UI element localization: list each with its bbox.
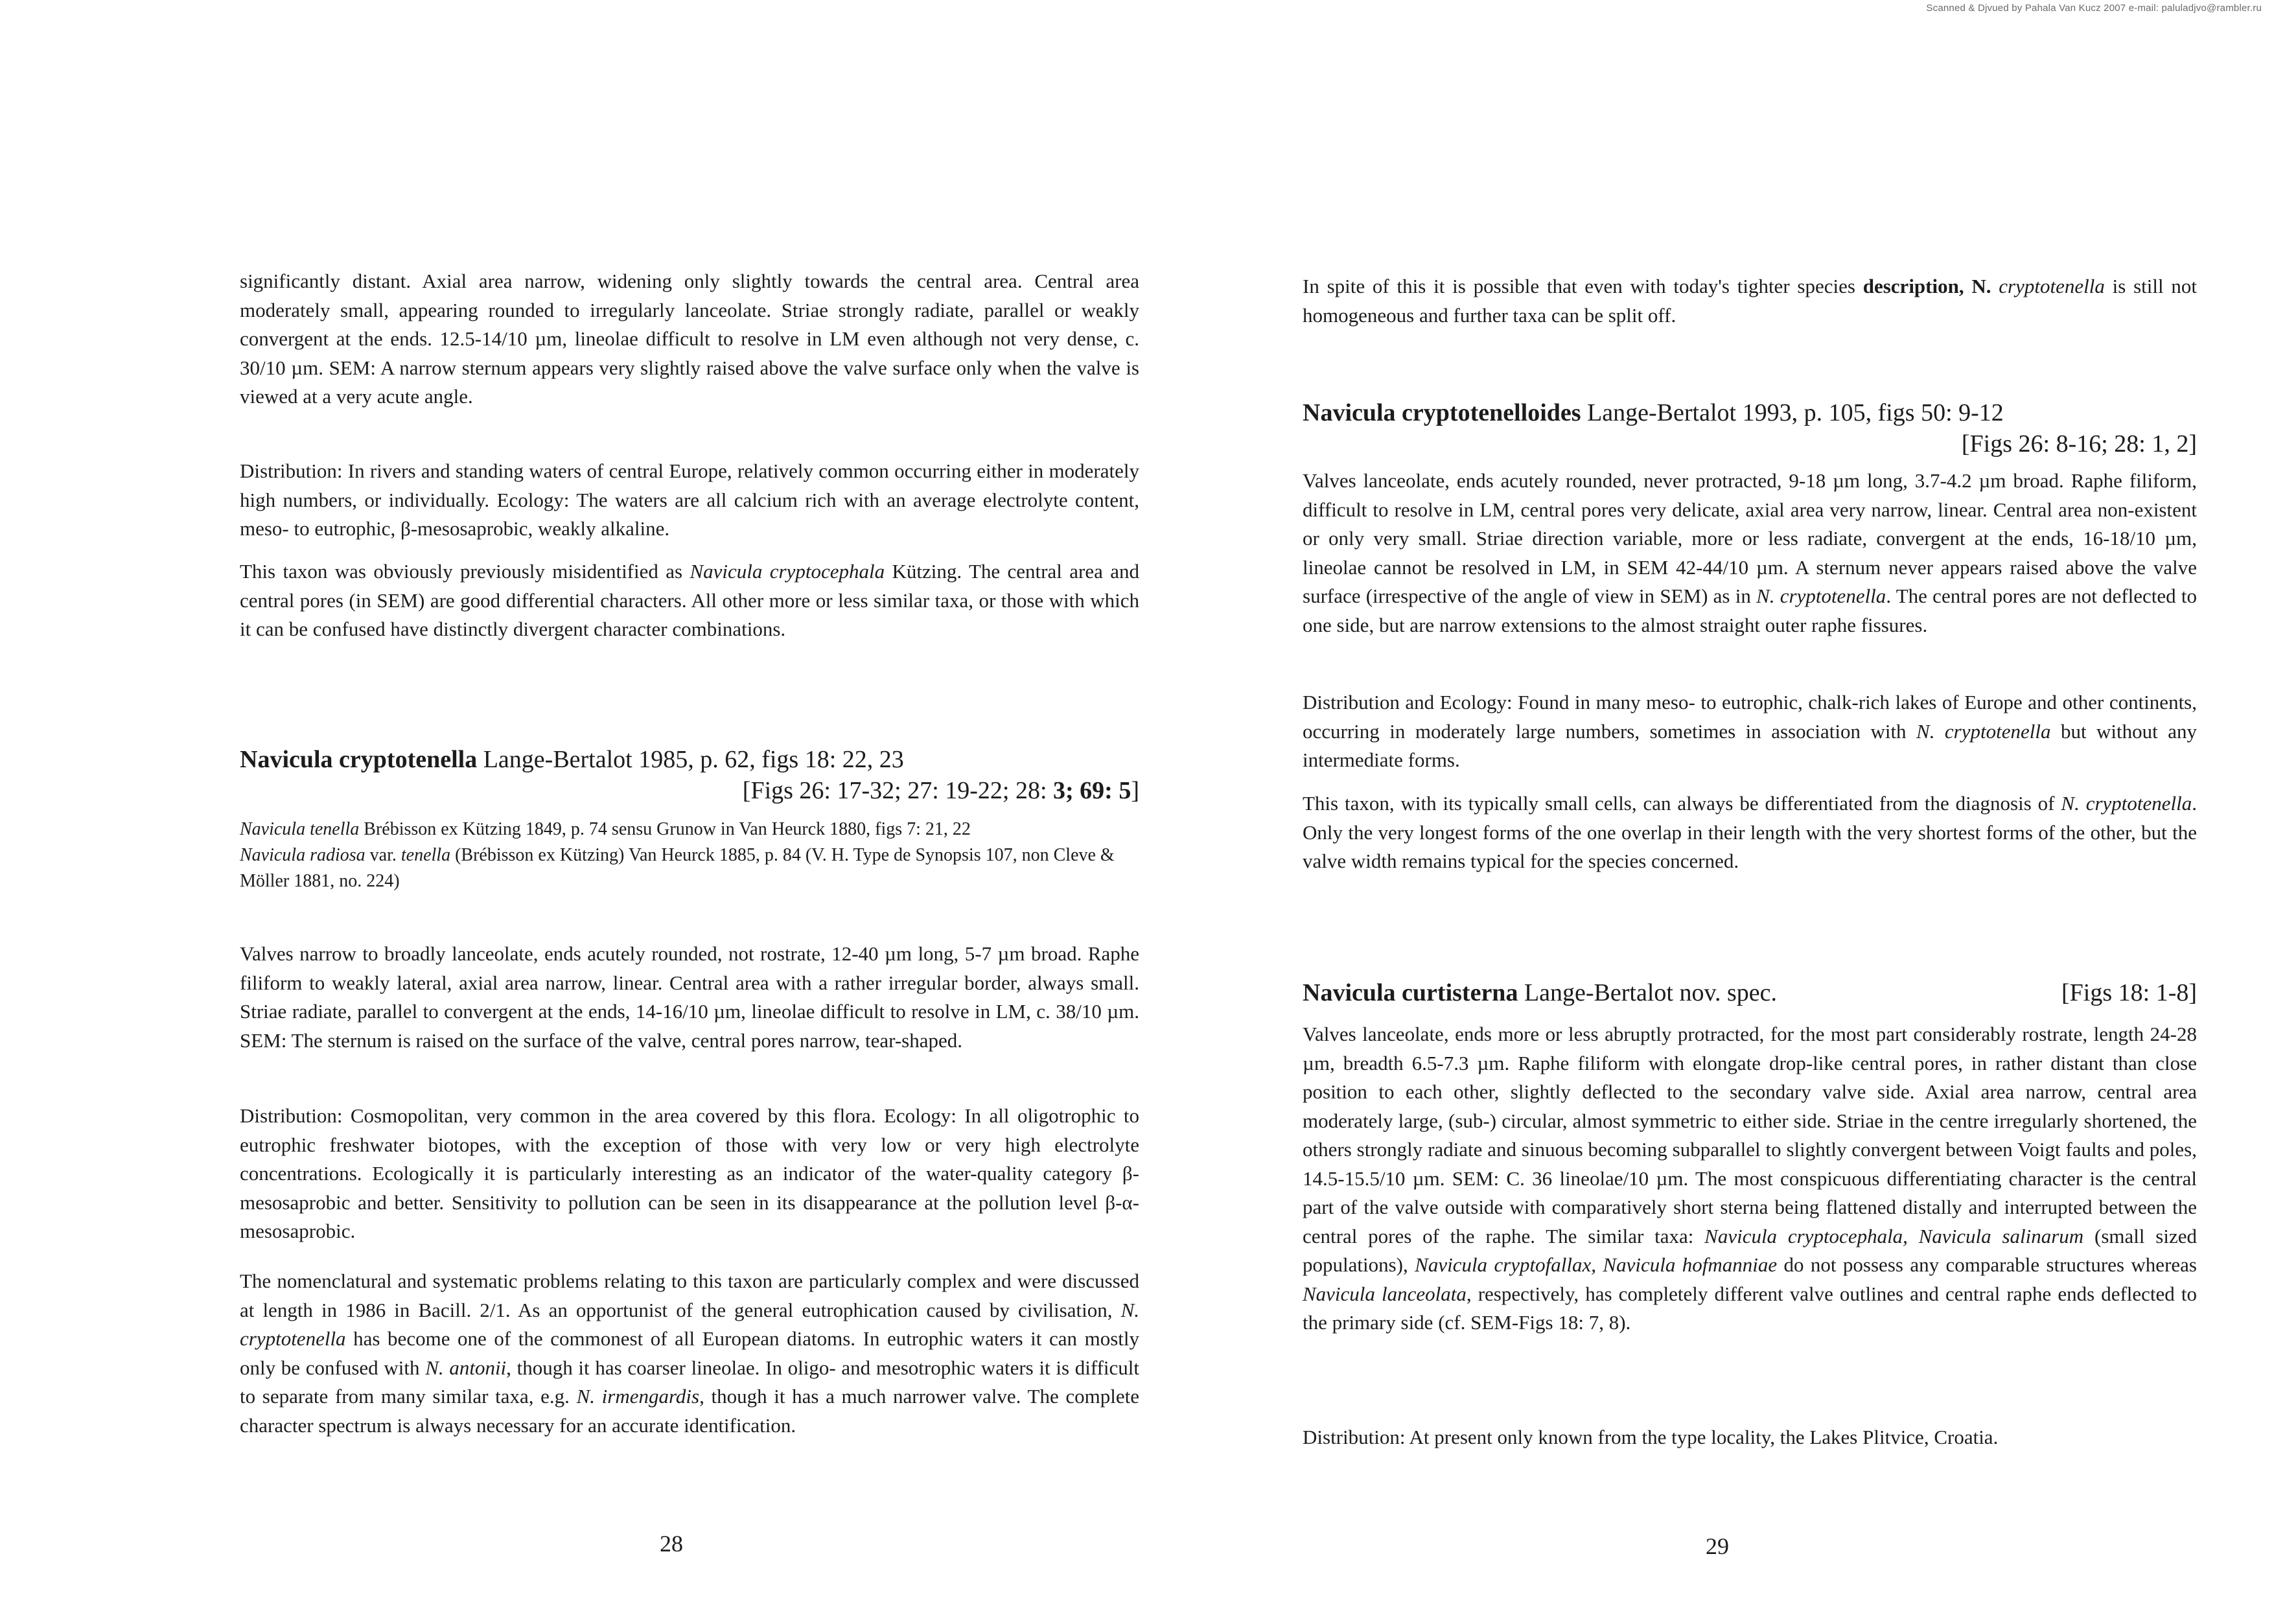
right-description-2: Valves lanceolate, ends more or less abruptly protracted, for the most part considerably rostrate, length 24-28 µm, breadth 6.5-7.3 µm. Raphe filiform with elongate drop-like central pores, in rather distant than close position to each other, slightly deflected to the secondary valve side. Axial area narrow, central area moderately large, (sub-) circular, almost symmetric to either side. Striae in the centre irregularly shortened, the others strongly radiate and sinuous becoming subparallel to slightly convergent between Voigt faults and poles, 14.5-15.5/10 µm. SEM: C. 36 lineolae/10 µm. The most conspicuous differentiating character is the central part of the valve outside with comparatively short sterna being flattened distally and interrupted between the central pores of the raphe. The similar taxa: Navicula cryptocephala, Navicula salinarum (small sized populations), Navicula cryptofallax, Navicula hofmanniae do not possess any comparable structures whereas Navicula lanceolata, respectively, has completely different valve outlines and central raphe ends deflected to the primary side (cf. SEM-Figs 18: 7, 8). bbox=[1303, 1023, 2197, 1334]
figref-cryptotenella: [Figs 26: 17-32; 27: 19-22; 28: 3; 69: 5] bbox=[742, 777, 1139, 804]
left-intro-paragraph: significantly distant. Axial area narrow, widening only slightly towards the central area. Central area moderately small, appearing rounded to irregularly lanceolate. Striae strongly radiate, parallel or weakly convergent at the ends. 12.5-14/10 µm, lineolae difficult to resolve in LM even although not very dense, c. 30/10 µm. SEM: A narrow sternum appears very slightly raised above the valve surface only when the valve is viewed at a very acute angle. bbox=[240, 270, 1139, 408]
entry-title-cryptotenelloides: Navicula cryptotenelloides Lange-Bertalot 1993, p. 105, figs 50: 9-12 bbox=[1303, 399, 2004, 426]
page-number-right: 29 bbox=[1706, 1533, 1729, 1559]
page-number-left: 28 bbox=[660, 1531, 683, 1557]
left-note-1: This taxon was obviously previously misidentified as Navicula cryptocephala Kützing. The central area and central pores (in SEM) are good differential characters. All other more or less similar taxa, or those with which it can be confused have distinctly divergent character combinations. bbox=[240, 560, 1140, 640]
right-intro: In spite of this it is possible that even with today's tighter species description, N. cryptotenella is still not homogeneous and further taxa can be split off. bbox=[1303, 275, 2198, 327]
right-description-1: Valves lanceolate, ends acutely rounded, never protracted, 9-18 µm long, 3.7-4.2 µm broad. Raphe filiform, difficult to resolve in LM, central pores very delicate, axial area very narrow, linear. Central area non-existent or only very small. Striae direction variable, more or less radiate, convergent at the ends, 16-18/10 µm, lineolae cannot be resolved in LM, in SEM 42-44/10 µm. A sternum never appears raised above the valve surface (irrespective of the angle of view in SEM) as in N. cryptotenella. The central pores are not deflected to one side, but are narrow extensions to the almost straight outer raphe fissures. bbox=[1303, 469, 2198, 636]
scan-credit: Scanned & Djvued by Pahala Van Kucz 2007 e-mail: paluladjvo@rambler.ru bbox=[1926, 3, 2262, 14]
right-note-1: This taxon, with its typically small cells, can always be differentiated from the diagnosis of N. cryptotenella. Only the very longest forms of the one overlap in their length with the very shortest forms of the other, but the valve width remains typical for the species concerned. bbox=[1303, 792, 2198, 872]
synonym-1: Navicula tenella Brébisson ex Kützing 1849, p. 74 sensu Grunow in Van Heurck 1880, figs 7: 21, 22 bbox=[240, 819, 971, 839]
entry-title-curtisterna: Navicula curtisterna Lange-Bertalot nov. spec. [Figs 18: 1-8] bbox=[1303, 979, 2197, 1006]
right-distribution-1: Distribution and Ecology: Found in many meso- to eutrophic, chalk-rich lakes of Europe and other continents, occurring in moderately large numbers, sometimes in association with N. cryptotenella but without any intermediate forms. bbox=[1303, 691, 2197, 771]
synonym-list bbox=[240, 817, 1139, 894]
left-description: Valves narrow to broadly lanceolate, ends acutely rounded, not rostrate, 12-40 µm long, 5-7 µm broad. Raphe filiform to weakly lateral, axial area narrow, linear. Central area with a rather irregular border, always small. Striae radiate, parallel to convergent at the ends, 14-16/10 µm, lineolae difficult to resolve in LM, c. 38/10 µm. SEM: The sternum is raised on the surface of the valve, central pores narrow, tear-shaped. bbox=[240, 942, 1139, 1052]
right-distribution-2: Distribution: At present only known from the type locality, the Lakes Plitvice, Croatia. bbox=[1303, 1426, 1999, 1448]
synonym-2: Navicula radiosa var. tenella (Brébisson ex Kützing) Van Heurck 1885, p. 84 (V. H. Type de Synopsis 107, non Cleve & Möller 1881, no. 224) bbox=[240, 845, 1115, 891]
left-distribution-2: Distribution: Cosmopolitan, very common in the area covered by this flora. Ecology: In all oligotrophic to eutrophic freshwater biotopes, with the exception of those with very low or very high electrolyte concentrations. Ecologically it is particularly interesting as an indicator of the water-quality category β-mesosaprobic and better. Sensitivity to pollution can be seen in its disappearance at the pollution level β-α-mesosaprobic. bbox=[240, 1104, 1139, 1242]
left-note-2: The nomenclatural and systematic problems relating to this taxon are particularly complex and were discussed at length in 1986 in Bacill. 2/1. As an opportunist of the general eutrophication caused by civilisation, N. cryptotenella has become one of the commonest of all European diatoms. In eutrophic waters it can mostly only be confused with N. antonii, though it has coarser lineolae. In oligo- and mesotrophic waters it is difficult to separate from many similar taxa, e.g. N. irmengardis, though it has a much narrower valve. The complete character spectrum is always necessary for an accurate identification. bbox=[240, 1270, 1140, 1437]
entry-title-cryptotenella: Navicula cryptotenella Lange-Bertalot 1985, p. 62, figs 18: 22, 23 bbox=[240, 746, 904, 773]
left-distribution-1: Distribution: In rivers and standing waters of central Europe, relatively common occurring either in moderately high numbers, or individually. Ecology: The waters are all calcium rich with an average electrolyte content, meso- to eutrophic, β-mesosaprobic, weakly alkaline. bbox=[240, 459, 1139, 540]
figref-cryptotenelloides: [Figs 26: 8-16; 28: 1, 2] bbox=[1961, 430, 2197, 458]
